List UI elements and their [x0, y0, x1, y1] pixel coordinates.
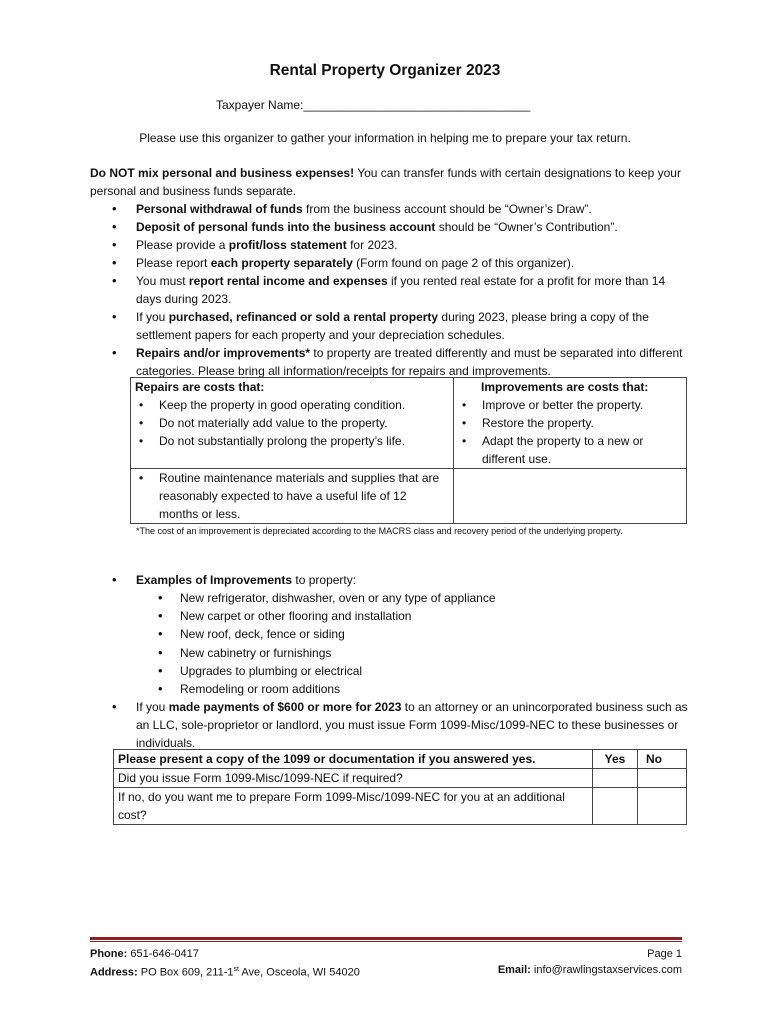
- answer-no-cell[interactable]: [638, 769, 687, 788]
- form-1099-header: Please present a copy of the 1099 or documentation if you answered yes.: [114, 750, 593, 769]
- examples-sublist: [134, 589, 674, 698]
- list-item: • Examples of Improvements to property:: [90, 571, 690, 589]
- footer-rule: [90, 937, 682, 940]
- list-item: • Please provide a profit/loss statement for 2023.: [90, 236, 690, 254]
- instructions-list: [90, 200, 690, 380]
- list-item: • If you purchased, refinanced or sold a rental property during 2023, please bring a copy of the settlement papers for each property and your depreciation schedules.: [90, 308, 690, 344]
- intro-text: Please use this organizer to gather your information in helping me to prepare your tax return.: [139, 131, 631, 145]
- mix-expenses-paragraph: Do NOT mix personal and business expenses! You can transfer funds with certain designations to keep your personal and business funds separate.: [90, 166, 681, 198]
- table-cell: • Restore the property.: [454, 414, 687, 432]
- no-column-header: No: [638, 750, 687, 769]
- table-cell: • Do not substantially prolong the property’s life.: [131, 432, 454, 469]
- list-item: • New cabinetry or furnishings: [134, 644, 674, 662]
- list-item: • New roof, deck, fence or siding: [134, 625, 674, 643]
- list-item: • Please report each property separately (Form found on page 2 of this organizer).: [90, 254, 690, 272]
- yes-column-header: Yes: [593, 750, 638, 769]
- list-item: • Personal withdrawal of funds from the business account should be “Owner’s Draw”.: [90, 200, 690, 218]
- footer-phone: Phone: 651-646-0417: [90, 948, 199, 960]
- answer-no-cell[interactable]: [638, 788, 687, 825]
- list-item: • Deposit of personal funds into the business account should be “Owner’s Contribution”.: [90, 218, 690, 236]
- examples-list: [90, 571, 690, 589]
- list-item: • Remodeling or room additions: [134, 680, 674, 698]
- table-cell: • Adapt the property to a new or different use.: [454, 432, 687, 469]
- list-item: • Upgrades to plumbing or electrical: [134, 662, 674, 680]
- repairs-improvements-table: [130, 377, 687, 524]
- improvement-footnote: *The cost of an improvement is depreciated according to the MACRS class and recovery period of the underlying property.: [136, 526, 623, 536]
- list-item: • Repairs and/or improvements* to property are treated differently and must be separated into different categories. Please bring all information/receipts for repairs and improvements.: [90, 344, 690, 380]
- table-cell-empty: [454, 469, 687, 524]
- mix-warning: Do NOT mix personal and business expenses!: [90, 166, 355, 180]
- list-item: • You must report rental income and expenses if you rented real estate for a profit for more than 14 days during 2023.: [90, 272, 690, 308]
- footer-rule-thin: [90, 941, 682, 942]
- question-issued-1099: Did you issue Form 1099-Misc/1099-NEC if required?: [114, 769, 593, 788]
- list-item: • New carpet or other flooring and installation: [134, 607, 674, 625]
- answer-yes-cell[interactable]: [593, 788, 638, 825]
- table-cell: • Keep the property in good operating condition.: [131, 396, 454, 414]
- payments-list: [90, 698, 690, 752]
- table-cell: • Improve or better the property.: [454, 396, 687, 414]
- improvements-header: Improvements are costs that:: [454, 378, 687, 397]
- repairs-header: Repairs are costs that:: [131, 378, 454, 397]
- list-item: • If you made payments of $600 or more for 2023 to an attorney or an unincorporated business such as an LLC, sole-proprietor or landlord, you must issue Form 1099-Misc/1099-NEC to these businesses or individuals.: [90, 698, 690, 752]
- taxpayer-name-field: Taxpayer Name:__________________________________: [216, 98, 531, 112]
- table-cell: • Do not materially add value to the property.: [131, 414, 454, 432]
- footer-page-number: Page 1: [647, 948, 682, 960]
- page-title: Rental Property Organizer 2023: [269, 62, 501, 79]
- question-prepare-1099: If no, do you want me to prepare Form 1099-Misc/1099-NEC for you at an additional cost?: [114, 788, 593, 825]
- footer-address: Address: PO Box 609, 211-1st Ave, Osceola, WI 54020: [90, 966, 360, 979]
- table-cell: • Routine maintenance materials and supplies that are reasonably expected to have a useful life of 12 months or less.: [131, 469, 454, 524]
- footer-email: Email: info@rawlingstaxservices.com: [497, 964, 682, 976]
- form-1099-table: [113, 749, 687, 825]
- answer-yes-cell[interactable]: [593, 769, 638, 788]
- list-item: • New refrigerator, dishwasher, oven or any type of appliance: [134, 589, 674, 607]
